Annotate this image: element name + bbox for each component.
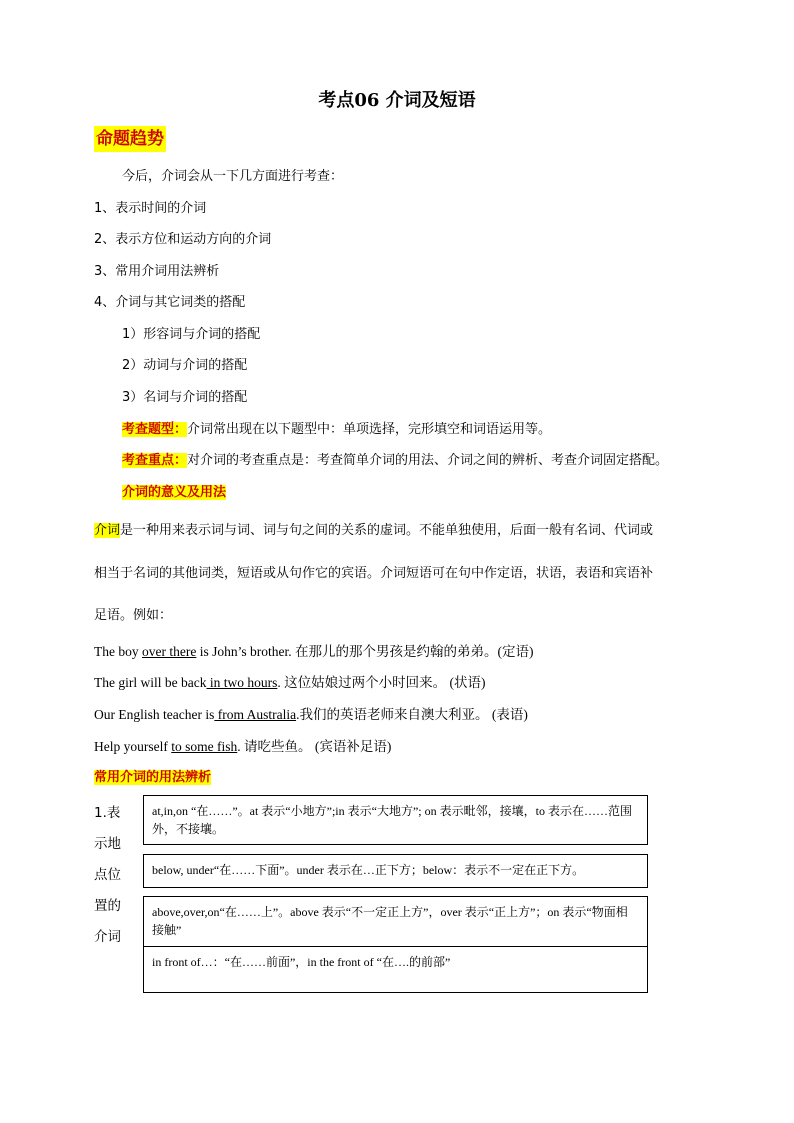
- example-sentence: The girl will be back in two hours. 这位姑娘过两个小时回来。 (状语): [94, 675, 486, 690]
- table-cell: below, under“在……下面”。under 表示在…正下方；below：表示不一定在正下方。: [143, 854, 648, 888]
- definition-line: 介词是一种用来表示词与词、词与句之间的关系的虚词。不能单独使用，后面一般有名词、代词或: [94, 523, 654, 538]
- page-title: 考点06 介词及短语: [318, 90, 476, 111]
- table-cell: above,over,on“在……上”。above 表示“不一定正上方”，over 表示“正上方”；on 表示“物面相接触”: [143, 896, 648, 947]
- section-heading-trend: 命题趋势: [94, 126, 166, 152]
- exam-types-label: 考查题型：: [122, 422, 188, 437]
- list-item: 1、表示时间的介词: [94, 201, 207, 216]
- exam-focus-text: 对介词的考查重点是：考查简单介词的用法、介词之间的辨析、考查介词固定搭配。: [187, 453, 669, 468]
- definition-line: 足语。例如：: [94, 608, 173, 623]
- definition-term: 介词: [94, 523, 121, 538]
- exam-types-text: 介词常出现在以下题型中：单项选择，完形填空和词语运用等。: [187, 422, 552, 437]
- sub-list-item: 3）名词与介词的搭配: [122, 390, 248, 405]
- intro-text: 今后，介词会从一下几方面进行考查：: [122, 169, 344, 184]
- example-sentence: Help yourself to some fish. 请吃些鱼。 (宾语补足语): [94, 739, 392, 754]
- list-item: 2、表示方位和运动方向的介词: [94, 232, 272, 247]
- sub-list-item: 2）动词与介词的搭配: [122, 358, 248, 373]
- list-item: 4、介词与其它词类的搭配: [94, 295, 246, 310]
- definition-line: 相当于名词的其他词类，短语或从句作它的宾语。介词短语可在句中作定语，状语，表语和宾语补: [94, 566, 654, 581]
- sub-list-item: 1）形容词与介词的搭配: [122, 327, 261, 342]
- list-item: 3、常用介词用法辨析: [94, 264, 220, 279]
- exam-focus: [122, 452, 668, 470]
- usage-heading: 常用介词的用法辨析: [94, 770, 212, 785]
- meaning-heading: 介词的意义及用法: [122, 485, 227, 500]
- example-sentence: Our English teacher is from Australia.我们的英语老师来自澳大利亚。 (表语): [94, 707, 528, 722]
- table-row-label: 1.表 示地 点位 置的 介词: [94, 805, 121, 945]
- table-cell: in front of…：“在……前面”，in the front of “在….的前部”: [143, 946, 648, 993]
- example-sentence: The boy over there is John’s brother. 在那儿的那个男孩是约翰的弟弟。(定语): [94, 644, 534, 659]
- exam-types: [122, 421, 551, 439]
- table-cell: at,in,on “在……”。at 表示“小地方”;in 表示“大地方”; on 表示毗邻，接壤，to 表示在……范围外，不接壤。: [143, 795, 648, 845]
- exam-focus-label: 考查重点：: [122, 453, 188, 468]
